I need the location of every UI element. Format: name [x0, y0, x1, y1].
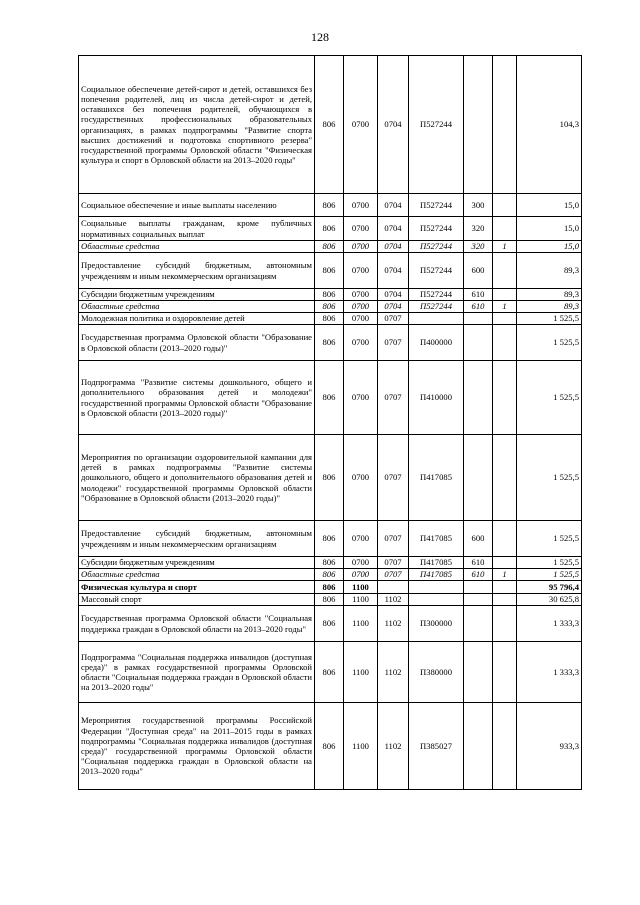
expense-type-cell: 610 [464, 301, 493, 313]
subsection-code-cell: 1102 [378, 594, 409, 606]
amount-cell: 95 796,4 [517, 581, 582, 594]
subsection-code-cell: 1102 [378, 703, 409, 790]
amount-cell: 1 525,5 [517, 435, 582, 521]
subsection-code-cell: 0707 [378, 325, 409, 361]
section-code-cell: 0700 [344, 325, 378, 361]
table-row [79, 703, 582, 790]
table-row [79, 313, 582, 325]
funding-source-cell [493, 703, 517, 790]
amount-cell: 15,0 [517, 241, 582, 253]
subsection-code-cell: 0704 [378, 253, 409, 289]
ved-code-cell: 806 [315, 594, 344, 606]
ved-code-cell: 806 [315, 521, 344, 557]
amount-cell: 89,3 [517, 301, 582, 313]
subsection-code-cell: 0704 [378, 217, 409, 241]
table-row [79, 557, 582, 569]
subsection-code-cell: 0704 [378, 194, 409, 217]
funding-source-cell [493, 642, 517, 703]
amount-cell: 1 333,3 [517, 642, 582, 703]
amount-cell: 1 525,5 [517, 325, 582, 361]
page-number: 128 [311, 30, 329, 44]
funding-source-cell [493, 194, 517, 217]
table-row [79, 301, 582, 313]
section-code-cell: 0700 [344, 361, 378, 435]
table-row [79, 217, 582, 241]
ved-code-cell: 806 [315, 313, 344, 325]
subsection-code-cell: 1102 [378, 606, 409, 642]
ved-code-cell: 806 [315, 325, 344, 361]
amount-cell: 933,3 [517, 703, 582, 790]
expense-type-cell [464, 435, 493, 521]
name-cell: Массовый спорт [79, 594, 315, 606]
name-cell: Молодежная политика и оздоровление детей [79, 313, 315, 325]
funding-source-cell [493, 606, 517, 642]
target-article-cell: П385027 [409, 703, 464, 790]
table-row [79, 642, 582, 703]
name-cell: Социальное обеспечение и иные выплаты населению [79, 194, 315, 217]
ved-code-cell: 806 [315, 581, 344, 594]
subsection-code-cell: 0707 [378, 361, 409, 435]
expense-type-cell [464, 594, 493, 606]
funding-source-cell [493, 594, 517, 606]
table-row [79, 325, 582, 361]
expense-type-cell: 610 [464, 557, 493, 569]
funding-source-cell: 1 [493, 569, 517, 581]
funding-source-cell: 1 [493, 301, 517, 313]
name-cell: Субсидии бюджетным учреждениям [79, 557, 315, 569]
ved-code-cell: 806 [315, 557, 344, 569]
section-code-cell: 1100 [344, 642, 378, 703]
table-row [79, 435, 582, 521]
target-article-cell: П410000 [409, 361, 464, 435]
target-article-cell: П527244 [409, 241, 464, 253]
budget-table-body [79, 56, 582, 790]
ved-code-cell: 806 [315, 241, 344, 253]
funding-source-cell [493, 313, 517, 325]
ved-code-cell: 806 [315, 569, 344, 581]
name-cell: Социальные выплаты гражданам, кроме публичных нормативных социальных выплат [79, 217, 315, 241]
table-row [79, 56, 582, 194]
expense-type-cell: 610 [464, 569, 493, 581]
expense-type-cell [464, 361, 493, 435]
table-row [79, 594, 582, 606]
target-article-cell: П417085 [409, 435, 464, 521]
target-article-cell: П527244 [409, 194, 464, 217]
name-cell: Мероприятия государственной программы Российской Федерации "Доступная среда" на 2011–2015 годы в рамках подпрограммы "Социальная поддержка инвалидов (доступная среда)" государственной программы Орловской области "Социальная поддержка граждан в Орловской области на 2013–2020 годы" [79, 703, 315, 790]
expense-type-cell: 600 [464, 253, 493, 289]
funding-source-cell [493, 325, 517, 361]
funding-source-cell [493, 217, 517, 241]
amount-cell: 1 333,3 [517, 606, 582, 642]
funding-source-cell [493, 289, 517, 301]
section-code-cell: 1100 [344, 606, 378, 642]
ved-code-cell: 806 [315, 217, 344, 241]
funding-source-cell [493, 253, 517, 289]
section-code-cell: 1100 [344, 594, 378, 606]
table-row [79, 241, 582, 253]
section-code-cell: 0700 [344, 241, 378, 253]
name-cell: Предоставление субсидий бюджетным, автономным учреждениям и иным некоммерческим организациям [79, 253, 315, 289]
section-code-cell: 0700 [344, 217, 378, 241]
expense-type-cell: 600 [464, 521, 493, 557]
subsection-code-cell: 0704 [378, 56, 409, 194]
target-article-cell: П417085 [409, 557, 464, 569]
target-article-cell: П417085 [409, 569, 464, 581]
budget-table [78, 55, 582, 790]
ved-code-cell: 806 [315, 435, 344, 521]
name-cell: Подпрограмма "Развитие системы дошкольного, общего и дополнительного образования детей и молодежи" государственной программы Орловской области "Образование в Орловской области (2013–2020 годы)" [79, 361, 315, 435]
ved-code-cell: 806 [315, 194, 344, 217]
target-article-cell: П400000 [409, 325, 464, 361]
table-row [79, 606, 582, 642]
subsection-code-cell: 0704 [378, 301, 409, 313]
target-article-cell: П527244 [409, 253, 464, 289]
target-article-cell: П417085 [409, 521, 464, 557]
funding-source-cell [493, 557, 517, 569]
funding-source-cell [493, 581, 517, 594]
table-row [79, 253, 582, 289]
section-code-cell: 0700 [344, 301, 378, 313]
expense-type-cell [464, 703, 493, 790]
amount-cell: 1 525,5 [517, 557, 582, 569]
ved-code-cell: 806 [315, 301, 344, 313]
table-row [79, 521, 582, 557]
ved-code-cell: 806 [315, 289, 344, 301]
section-code-cell: 0700 [344, 56, 378, 194]
section-code-cell: 0700 [344, 289, 378, 301]
ved-code-cell: 806 [315, 606, 344, 642]
name-cell: Государственная программа Орловской области "Образование в Орловской области (2013–2020 годы)" [79, 325, 315, 361]
amount-cell: 1 525,5 [517, 313, 582, 325]
ved-code-cell: 806 [315, 703, 344, 790]
subsection-code-cell: 0707 [378, 521, 409, 557]
amount-cell: 30 625,8 [517, 594, 582, 606]
section-code-cell: 0700 [344, 313, 378, 325]
target-article-cell [409, 581, 464, 594]
target-article-cell [409, 594, 464, 606]
expense-type-cell: 610 [464, 289, 493, 301]
name-cell: Социальное обеспечение детей-сирот и детей, оставшихся без попечения родителей, лиц из числа детей-сирот и детей, оставшихся без попечения родителей, обучающихся в государственных профессиональных образовательных организациях, в рамках подпрограммы "Развитие спорта высших достижений и подготовка спортивного резерва" государственной программы Орловской области "Физическая культура и спорт в Орловской области на 2013–2020 годы" [79, 56, 315, 194]
name-cell: Физическая культура и спорт [79, 581, 315, 594]
subsection-code-cell: 0704 [378, 241, 409, 253]
funding-source-cell: 1 [493, 241, 517, 253]
expense-type-cell [464, 313, 493, 325]
expense-type-cell: 300 [464, 194, 493, 217]
name-cell: Мероприятия по организации оздоровительной кампании для детей в рамках подпрограммы "Развитие системы дошкольного, общего и дополнительного образования детей и молодежи" государственной программы Орловской области "Образование в Орловской области (2013–2020 годы)" [79, 435, 315, 521]
subsection-code-cell: 1102 [378, 642, 409, 703]
amount-cell: 89,3 [517, 253, 582, 289]
expense-type-cell [464, 606, 493, 642]
name-cell: Областные средства [79, 301, 315, 313]
subsection-code-cell: 0704 [378, 289, 409, 301]
funding-source-cell [493, 361, 517, 435]
funding-source-cell [493, 56, 517, 194]
table-row [79, 289, 582, 301]
amount-cell: 15,0 [517, 194, 582, 217]
target-article-cell: П300000 [409, 606, 464, 642]
name-cell: Областные средства [79, 569, 315, 581]
subsection-code-cell: 0707 [378, 569, 409, 581]
amount-cell: 1 525,5 [517, 569, 582, 581]
name-cell: Предоставление субсидий бюджетным, автономным учреждениям и иным некоммерческим организациям [79, 521, 315, 557]
section-code-cell: 0700 [344, 569, 378, 581]
expense-type-cell: 320 [464, 241, 493, 253]
target-article-cell: П380000 [409, 642, 464, 703]
target-article-cell [409, 313, 464, 325]
target-article-cell: П527244 [409, 56, 464, 194]
section-code-cell: 0700 [344, 194, 378, 217]
amount-cell: 1 525,5 [517, 521, 582, 557]
target-article-cell: П527244 [409, 217, 464, 241]
ved-code-cell: 806 [315, 56, 344, 194]
table-row [79, 581, 582, 594]
section-code-cell: 1100 [344, 703, 378, 790]
funding-source-cell [493, 521, 517, 557]
table-row [79, 361, 582, 435]
table-row [79, 569, 582, 581]
section-code-cell: 0700 [344, 557, 378, 569]
expense-type-cell [464, 325, 493, 361]
name-cell: Государственная программа Орловской области "Социальная поддержка граждан в Орловской области на 2013–2020 годы" [79, 606, 315, 642]
subsection-code-cell: 0707 [378, 313, 409, 325]
section-code-cell: 0700 [344, 253, 378, 289]
target-article-cell: П527244 [409, 289, 464, 301]
name-cell: Областные средства [79, 241, 315, 253]
subsection-code-cell: 0707 [378, 557, 409, 569]
section-code-cell: 0700 [344, 521, 378, 557]
amount-cell: 15,0 [517, 217, 582, 241]
expense-type-cell: 320 [464, 217, 493, 241]
subsection-code-cell [378, 581, 409, 594]
target-article-cell: П527244 [409, 301, 464, 313]
subsection-code-cell: 0707 [378, 435, 409, 521]
expense-type-cell [464, 642, 493, 703]
ved-code-cell: 806 [315, 642, 344, 703]
amount-cell: 1 525,5 [517, 361, 582, 435]
amount-cell: 89,3 [517, 289, 582, 301]
expense-type-cell [464, 56, 493, 194]
ved-code-cell: 806 [315, 253, 344, 289]
name-cell: Субсидии бюджетным учреждениям [79, 289, 315, 301]
section-code-cell: 1100 [344, 581, 378, 594]
ved-code-cell: 806 [315, 361, 344, 435]
table-row [79, 194, 582, 217]
section-code-cell: 0700 [344, 435, 378, 521]
expense-type-cell [464, 581, 493, 594]
funding-source-cell [493, 435, 517, 521]
amount-cell: 104,3 [517, 56, 582, 194]
name-cell: Подпрограмма "Социальная поддержка инвалидов (доступная среда)" в рамках государственной программы Орловской области "Социальная поддержка граждан в Орловской области на 2013–2020 годы" [79, 642, 315, 703]
